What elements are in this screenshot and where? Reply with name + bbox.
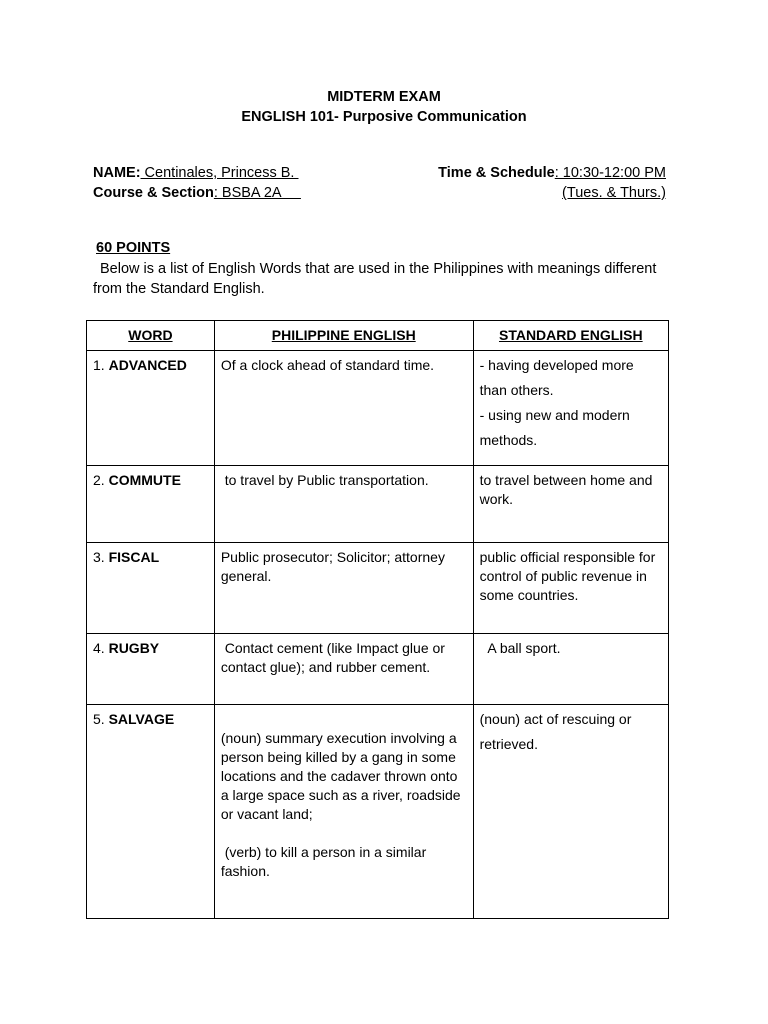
table-row <box>87 543 669 634</box>
word-term: SALVAGE <box>108 711 175 727</box>
word-cell <box>87 634 215 705</box>
standard-meaning-2: - using new and modern methods. <box>479 407 630 448</box>
philippine-english-cell: Contact cement (like Impact glue or contact glue); and rubber cement. <box>214 634 473 705</box>
days-line <box>438 183 666 203</box>
word-cell <box>87 705 215 919</box>
table-row <box>87 705 669 919</box>
word-number: 3. <box>93 549 105 565</box>
name-value: Centinales, Princess B. <box>140 165 299 181</box>
standard-english-cell: (noun) act of rescuing or retrieved. <box>473 705 668 919</box>
philippine-english-cell: Public prosecutor; Solicitor; attorney general. <box>214 543 473 634</box>
word-term: FISCAL <box>108 549 160 565</box>
philippine-english-cell <box>214 705 473 919</box>
course-line <box>93 183 301 203</box>
student-info <box>93 163 301 203</box>
name-label: NAME: <box>93 165 141 181</box>
time-label: Time & Schedule <box>438 165 555 181</box>
standard-english-cell: to travel between home and work. <box>473 466 668 543</box>
noun-meaning: (noun) summary execution involving a person being killed by a gang in some locations and the cadaver thrown onto a large space such as a river, roadside or vacant land; <box>220 730 461 822</box>
word-number: 5. <box>93 711 105 727</box>
days-value: (Tues. & Thurs.) <box>562 185 666 201</box>
word-number: 1. <box>93 357 105 373</box>
name-line <box>93 163 301 183</box>
table-row <box>87 351 669 466</box>
table-header-row <box>87 321 669 351</box>
exam-header <box>0 87 768 127</box>
standard-english-cell <box>473 351 668 466</box>
header-word: WORD <box>87 321 215 351</box>
table-row <box>87 466 669 543</box>
course-label: Course & Section <box>93 185 214 201</box>
verb-meaning: (verb) to kill a person in a similar fashion. <box>220 844 431 879</box>
schedule-info <box>438 163 666 203</box>
philippine-english-cell: Of a clock ahead of standard time. <box>214 351 473 466</box>
header-standard-english: STANDARD ENGLISH <box>473 321 668 351</box>
standard-meaning-1: - having developed more than others. <box>479 357 634 398</box>
course-subtitle: ENGLISH 101- Purposive Communication <box>241 109 527 125</box>
points-heading: 60 POINTS <box>96 240 171 256</box>
word-term: RUGBY <box>108 640 160 656</box>
time-line <box>438 163 666 183</box>
word-cell <box>87 466 215 543</box>
table-row <box>87 634 669 705</box>
philippine-english-cell: to travel by Public transportation. <box>214 466 473 543</box>
course-value: : BSBA 2A <box>213 185 301 201</box>
word-cell <box>87 543 215 634</box>
header-philippine-english: PHILIPPINE ENGLISH <box>214 321 473 351</box>
standard-english-cell: A ball sport. <box>473 634 668 705</box>
standard-english-cell: public official responsible for control of public revenue in some countries. <box>473 543 668 634</box>
word-number: 4. <box>93 640 105 656</box>
instructions-text: Below is a list of English Words that are used in the Philippines with meanings different from the Standard English. <box>93 261 657 297</box>
vocabulary-table <box>86 320 669 919</box>
word-cell <box>87 351 215 466</box>
spacer <box>221 824 467 843</box>
word-number: 2. <box>93 472 105 488</box>
word-term: COMMUTE <box>108 472 181 488</box>
exam-title: MIDTERM EXAM <box>327 89 441 105</box>
time-value: : 10:30-12:00 PM <box>554 165 666 181</box>
word-term: ADVANCED <box>108 357 187 373</box>
